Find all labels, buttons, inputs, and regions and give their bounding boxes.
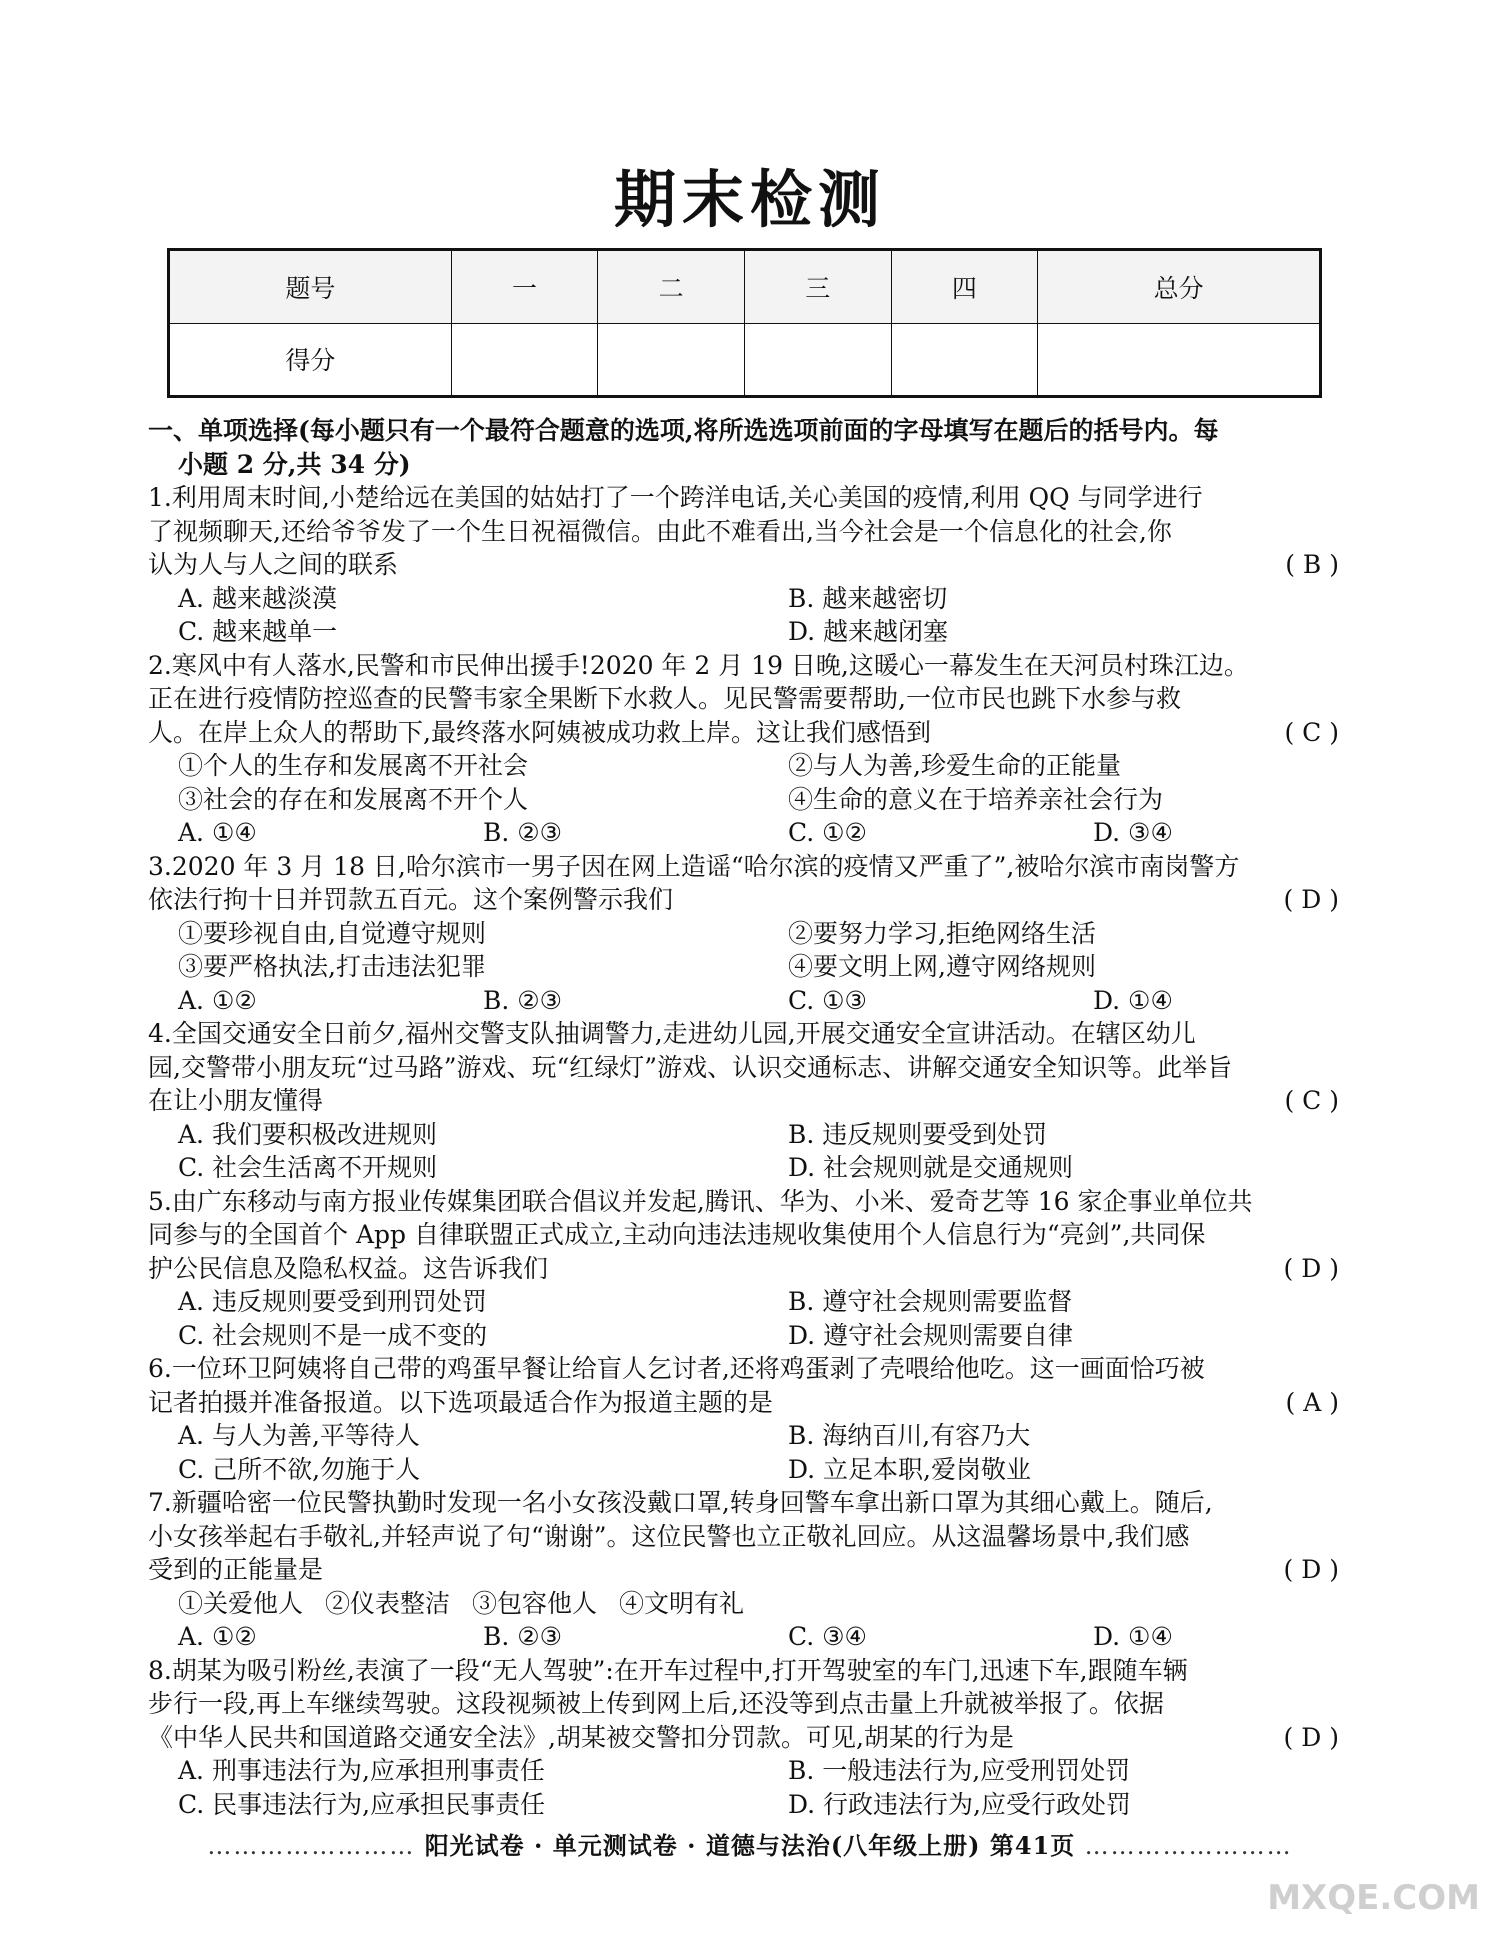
option-b[interactable]: B. 海纳百川,有容乃大 xyxy=(788,1421,1031,1450)
score-cell[interactable] xyxy=(598,323,745,397)
statement-item: ④文明有礼 xyxy=(619,1588,745,1618)
statement-items-row xyxy=(148,783,1343,817)
options-row xyxy=(148,816,1343,850)
option-d[interactable]: D. ①④ xyxy=(1093,985,1173,1015)
options-row xyxy=(148,1419,1343,1453)
footer-dots: …………………… xyxy=(1084,1832,1293,1860)
option-c[interactable]: C. 民事违法行为,应承担民事责任 xyxy=(178,1789,546,1819)
option-c[interactable]: C. 社会生活离不开规则 xyxy=(178,1153,438,1182)
option-d[interactable]: D. ①④ xyxy=(1093,1622,1173,1651)
option-c[interactable]: C. 己所不欲,勿施于人 xyxy=(178,1454,421,1484)
question-stem-tail-text: 认为人与人之间的联系 xyxy=(148,550,399,579)
score-table-header-cell: 三 xyxy=(744,250,891,324)
question-stem-tail xyxy=(148,1553,1343,1587)
options-row xyxy=(148,1754,1343,1788)
statement-item: ②仪表整洁 xyxy=(325,1588,451,1618)
options-row xyxy=(148,615,1343,649)
question-stem-tail-text: 在让小朋友懂得 xyxy=(148,1086,324,1115)
option-c[interactable]: C. ③④ xyxy=(788,1622,867,1651)
options-row xyxy=(148,984,1343,1018)
statement-item: ④要文明上网,遵守网络规则 xyxy=(788,952,1096,981)
question-stem-line: 小女孩举起右手敬礼,并轻声说了句“谢谢”。这位民警也立正敬礼回应。从这温馨场景中,我们感 xyxy=(148,1521,1190,1551)
option-d[interactable]: D. 立足本职,爱岗敬业 xyxy=(788,1454,1031,1484)
answer-bracket[interactable]: ( C ) xyxy=(1284,717,1339,747)
score-table-score-row xyxy=(169,323,1321,397)
option-a[interactable]: A. 违反规则要受到刑罚处罚 xyxy=(178,1287,487,1316)
statement-item: ①要珍视自由,自觉遵守规则 xyxy=(178,918,486,948)
options-row xyxy=(148,1319,1343,1353)
score-table-header-row xyxy=(169,250,1321,324)
score-cell[interactable] xyxy=(1038,323,1321,397)
score-table-header-cell: 总分 xyxy=(1038,250,1321,324)
statement-item: ①关爱他人 xyxy=(178,1588,304,1618)
options-row xyxy=(148,1788,1343,1822)
question-stem-tail-text: 依法行拘十日并罚款五百元。这个案例警示我们 xyxy=(148,885,674,914)
statement-item: ④生命的意义在于培养亲社会行为 xyxy=(788,784,1164,814)
question-8 xyxy=(148,1654,1343,1822)
statement-items-row xyxy=(148,749,1343,783)
option-a[interactable]: A. 越来越淡漠 xyxy=(178,583,337,613)
section-heading-line: 一、单项选择(每小题只有一个最符合题意的选项,将所选选项前面的字母填写在题后的括号内。每 xyxy=(148,416,1219,445)
score-cell[interactable] xyxy=(744,323,891,397)
question-stem-line: 园,交警带小朋友玩“过马路”游戏、玩“红绿灯”游戏、认识交通标志、讲解交通安全知识等。此举旨 xyxy=(148,1052,1233,1082)
question-stem-tail xyxy=(148,1721,1343,1755)
option-a[interactable]: A. ①② xyxy=(178,1622,257,1651)
option-b[interactable]: B. ②③ xyxy=(483,985,563,1015)
option-c[interactable]: C. ①③ xyxy=(788,985,867,1015)
question-4 xyxy=(148,1017,1343,1185)
question-stem-line: 了视频聊天,还给爷爷发了一个生日祝福微信。由此不难看出,当今社会是一个信息化的社会,你 xyxy=(148,516,1172,546)
question-stem-line: 3.2020 年 3 月 18 日,哈尔滨市一男子因在网上造谣“哈尔滨的疫情又严重了”,被哈尔滨市南岗警方 xyxy=(148,851,1240,881)
question-2 xyxy=(148,649,1343,850)
section-heading-line: 小题 2 分,共 34 分) xyxy=(178,449,411,479)
score-cell[interactable] xyxy=(891,323,1038,397)
question-stem-tail-text: 《中华人民共和国道路交通安全法》,胡某被交警扣分罚款。可见,胡某的行为是 xyxy=(148,1722,1014,1752)
option-b[interactable]: B. 违反规则要受到处罚 xyxy=(788,1119,1048,1149)
score-row-label: 得分 xyxy=(169,323,452,397)
option-b[interactable]: B. ②③ xyxy=(483,1622,563,1651)
question-stem-tail xyxy=(148,1084,1343,1118)
option-b[interactable]: B. 越来越密切 xyxy=(788,583,948,613)
question-3 xyxy=(148,850,1343,1018)
option-b[interactable]: B. 一般违法行为,应受刑罚处罚 xyxy=(788,1756,1131,1785)
options-row xyxy=(148,1620,1343,1654)
answer-bracket[interactable]: ( D ) xyxy=(1283,885,1339,914)
question-stem-line: 7.新疆哈密一位民警执勤时发现一名小女孩没戴口罩,转身回警车拿出新口罩为其细心戴上。随后, xyxy=(148,1488,1213,1517)
option-c[interactable]: C. ①② xyxy=(788,818,867,847)
options-row xyxy=(148,1151,1343,1185)
question-stem-line: 同参与的全国首个 App 自律联盟正式成立,主动向违法违规收集使用个人信息行为“亮剑”,共同保 xyxy=(148,1220,1206,1249)
answer-bracket[interactable]: ( C ) xyxy=(1284,1086,1339,1115)
question-stem-line: 1.利用周末时间,小楚给远在美国的姑姑打了一个跨洋电话,关心美国的疫情,利用 QQ 与同学进行 xyxy=(148,483,1203,512)
section-heading xyxy=(148,414,1343,481)
question-list xyxy=(148,481,1343,1821)
option-d[interactable]: D. 遵守社会规则需要自律 xyxy=(788,1320,1074,1350)
options-row xyxy=(148,1453,1343,1487)
score-table xyxy=(167,248,1322,398)
question-stem-tail-text: 记者拍摄并准备报道。以下选项最适合作为报道主题的是 xyxy=(148,1387,774,1417)
score-table-header-cell: 二 xyxy=(598,250,745,324)
score-cell[interactable] xyxy=(451,323,598,397)
statement-item: ③要严格执法,打击违法犯罪 xyxy=(178,952,486,981)
question-6 xyxy=(148,1352,1343,1486)
option-a[interactable]: A. 刑事违法行为,应承担刑事责任 xyxy=(178,1756,545,1785)
option-d[interactable]: D. 行政违法行为,应受行政处罚 xyxy=(788,1789,1131,1819)
page-title: 期末检测 xyxy=(613,163,886,236)
question-stem-tail-text: 受到的正能量是 xyxy=(148,1555,324,1584)
option-d[interactable]: D. 社会规则就是交通规则 xyxy=(788,1153,1074,1182)
score-table-header-cell: 一 xyxy=(451,250,598,324)
question-stem-line: 2.寒风中有人落水,民警和市民伸出援手!2020 年 2 月 19 日晚,这暖心一幕发生在天河员村珠江边。 xyxy=(148,650,1249,680)
question-stem-tail xyxy=(148,548,1343,582)
answer-bracket[interactable]: ( D ) xyxy=(1283,1722,1339,1752)
page-footer xyxy=(195,1826,1305,1861)
question-7 xyxy=(148,1486,1343,1654)
question-stem-tail xyxy=(148,883,1343,917)
answer-bracket[interactable]: ( A ) xyxy=(1285,1387,1339,1417)
option-a[interactable]: A. ①④ xyxy=(178,818,257,847)
options-row xyxy=(148,582,1343,616)
question-1 xyxy=(148,481,1343,649)
score-table-header-cell: 题号 xyxy=(169,250,452,324)
question-stem-line: 正在进行疫情防控巡查的民警韦家全果断下水救人。见民警需要帮助,一位市民也跳下水参与救 xyxy=(148,684,1181,713)
footer-text: 阳光试卷 · 单元测试卷 · 道德与法治(八年级上册) 第41页 xyxy=(424,1831,1076,1860)
question-stem-tail-text: 护公民信息及隐私权益。这告诉我们 xyxy=(148,1253,549,1283)
option-d[interactable]: D. ③④ xyxy=(1093,818,1173,847)
watermark: MXQE.COM xyxy=(1267,1878,1480,1918)
statement-items-row xyxy=(148,917,1343,951)
question-stem-tail xyxy=(148,716,1343,750)
option-a[interactable]: A. ①② xyxy=(178,985,257,1015)
statement-item: ③社会的存在和发展离不开个人 xyxy=(178,784,529,814)
option-c[interactable]: C. 越来越单一 xyxy=(178,617,338,646)
statement-item: ②与人为善,珍爱生命的正能量 xyxy=(788,751,1121,780)
option-c[interactable]: C. 社会规则不是一成不变的 xyxy=(178,1320,488,1350)
option-a[interactable]: A. 与人为善,平等待人 xyxy=(178,1421,420,1450)
question-stem-tail xyxy=(148,1252,1343,1286)
statement-items xyxy=(148,1587,1343,1621)
answer-bracket[interactable]: ( B ) xyxy=(1285,550,1339,579)
exam-content xyxy=(148,414,1343,1821)
question-5 xyxy=(148,1185,1343,1353)
question-stem-line: 步行一段,再上车继续驾驶。这段视频被上传到网上后,还没等到点击量上升就被举报了。依据 xyxy=(148,1689,1164,1718)
question-stem-line: 6.一位环卫阿姨将自己带的鸡蛋早餐让给盲人乞讨者,还将鸡蛋剥了壳喂给他吃。这一画面恰巧被 xyxy=(148,1354,1205,1383)
options-row xyxy=(148,1118,1343,1152)
answer-bracket[interactable]: ( D ) xyxy=(1283,1253,1339,1283)
statement-items-row xyxy=(148,950,1343,984)
question-stem-line: 8.胡某为吸引粉丝,表演了一段“无人驾驶”:在开车过程中,打开驾驶室的车门,迅速下车,跟随车辆 xyxy=(148,1655,1188,1685)
option-b[interactable]: B. 遵守社会规则需要监督 xyxy=(788,1287,1073,1316)
statement-item: ③包容他人 xyxy=(472,1588,598,1618)
question-stem-tail xyxy=(148,1386,1343,1420)
answer-bracket[interactable]: ( D ) xyxy=(1283,1555,1339,1584)
question-stem-line: 4.全国交通安全日前夕,福州交警支队抽调警力,走进幼儿园,开展交通安全宣讲活动。在辖区幼儿 xyxy=(148,1019,1196,1048)
options-row xyxy=(148,1285,1343,1319)
option-a[interactable]: A. 我们要积极改进规则 xyxy=(178,1119,437,1149)
statement-item: ②要努力学习,拒绝网络生活 xyxy=(788,918,1096,948)
question-stem-tail-text: 人。在岸上众人的帮助下,最终落水阿姨被成功救上岸。这让我们感悟到 xyxy=(148,717,931,747)
option-b[interactable]: B. ②③ xyxy=(483,818,563,847)
question-stem-line: 5.由广东移动与南方报业传媒集团联合倡议并发起,腾讯、华为、小米、爱奇艺等 16 家企事业单位共 xyxy=(148,1186,1253,1216)
footer-dots: …………………… xyxy=(207,1832,416,1860)
option-d[interactable]: D. 越来越闭塞 xyxy=(788,617,949,646)
statement-item: ①个人的生存和发展离不开社会 xyxy=(178,751,529,780)
score-table-header-cell: 四 xyxy=(891,250,1038,324)
